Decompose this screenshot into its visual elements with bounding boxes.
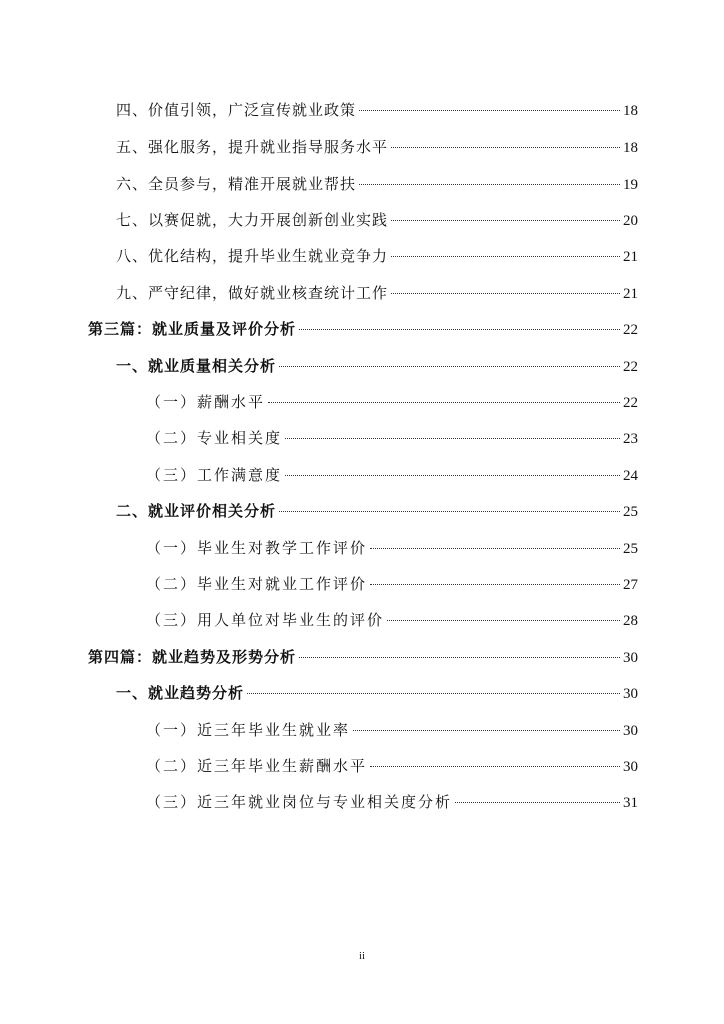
toc-entry-page: 30 [623,759,638,775]
toc-leader-dots [299,657,620,658]
toc-leader-dots [359,110,620,111]
toc-entry[interactable] [146,608,638,632]
toc-leader-dots [279,511,620,512]
toc-section-heading[interactable] [116,499,638,523]
toc-entry-page: 22 [623,395,638,411]
toc-entry-page: 19 [623,177,638,193]
toc-entry-title: （一）薪酬水平 [146,393,266,411]
toc-entry-page: 18 [623,140,638,156]
toc-leader-dots [391,220,620,221]
toc-entry[interactable] [146,426,638,450]
toc-leader-dots [370,766,620,767]
toc-part-heading[interactable] [88,317,638,341]
toc-entry-title: 八、优化结构，提升毕业生就业竞争力 [116,247,389,265]
toc-entry-title: 四、价值引领，广泛宣传就业政策 [116,101,357,119]
toc-part-heading[interactable] [88,645,638,669]
toc-entry-page: 23 [623,431,638,447]
toc-entry-page: 22 [623,322,638,338]
toc-leader-dots [285,475,620,476]
toc-section-heading[interactable] [116,681,638,705]
toc-entry-title: 九、严守纪律，做好就业核查统计工作 [116,284,389,302]
toc-entry-page: 20 [623,213,638,229]
toc-entry[interactable] [146,790,638,814]
toc-entry[interactable] [116,98,638,122]
toc-leader-dots [391,293,620,294]
toc-leader-dots [391,256,620,257]
toc-leader-dots [268,402,620,403]
toc-entry-page: 24 [623,468,638,484]
toc-entry-title: （一）近三年毕业生就业率 [146,721,351,739]
toc-entry-page: 30 [623,723,638,739]
toc-leader-dots [353,730,620,731]
toc-entry-title: 第三篇：就业质量及评价分析 [88,320,297,338]
toc-entry-title: 第四篇：就业趋势及形势分析 [88,648,297,666]
toc-entry[interactable] [116,244,638,268]
toc-entry-title: 七、以赛促就，大力开展创新创业实践 [116,211,389,229]
toc-entry-page: 31 [623,795,638,811]
toc-entry-title: 二、就业评价相关分析 [116,502,277,520]
toc-entry[interactable] [116,172,638,196]
toc-section-heading[interactable] [116,354,638,378]
toc-leader-dots [359,184,620,185]
toc-entry-title: （二）毕业生对就业工作评价 [146,575,368,593]
toc-entry-title: （二）专业相关度 [146,429,283,447]
toc-entry-page: 21 [623,286,638,302]
toc-entry[interactable] [146,390,638,414]
toc-entry-title: （三）工作满意度 [146,466,283,484]
toc-entry[interactable] [146,463,638,487]
toc-leader-dots [299,329,620,330]
toc-entry[interactable] [116,281,638,305]
toc-entry-page: 30 [623,686,638,702]
toc-leader-dots [391,147,620,148]
toc-entry-page: 21 [623,249,638,265]
toc-leader-dots [285,438,620,439]
toc-entry[interactable] [146,718,638,742]
toc-entry-title: 五、强化服务，提升就业指导服务水平 [116,138,389,156]
toc-entry-title: （三）用人单位对毕业生的评价 [146,611,385,629]
toc-entry-page: 27 [623,577,638,593]
page-number: ii [358,950,366,962]
toc-entry[interactable] [146,754,638,778]
toc-leader-dots [279,366,620,367]
toc-entry[interactable] [116,208,638,232]
toc-entry-title: 一、就业趋势分析 [116,684,245,702]
toc-entry-title: （一）毕业生对教学工作评价 [146,539,368,557]
toc-entry-page: 25 [623,504,638,520]
toc-entry-page: 28 [623,613,638,629]
toc-entry[interactable] [146,536,638,560]
toc-entry-page: 18 [623,103,638,119]
toc-entry-page: 25 [623,541,638,557]
toc-entry-title: 一、就业质量相关分析 [116,357,277,375]
toc-leader-dots [247,693,620,694]
toc-leader-dots [455,802,620,803]
toc-leader-dots [370,584,620,585]
toc-entry-title: （二）近三年毕业生薪酬水平 [146,757,368,775]
toc-leader-dots [387,620,620,621]
toc-entry[interactable] [116,135,638,159]
toc-entry-page: 22 [623,359,638,375]
toc-leader-dots [370,548,620,549]
toc-entry-page: 30 [623,650,638,666]
toc-entry-title: 六、全员参与，精准开展就业帮扶 [116,175,357,193]
toc-entry[interactable] [146,572,638,596]
toc-entry-title: （三）近三年就业岗位与专业相关度分析 [146,793,453,811]
